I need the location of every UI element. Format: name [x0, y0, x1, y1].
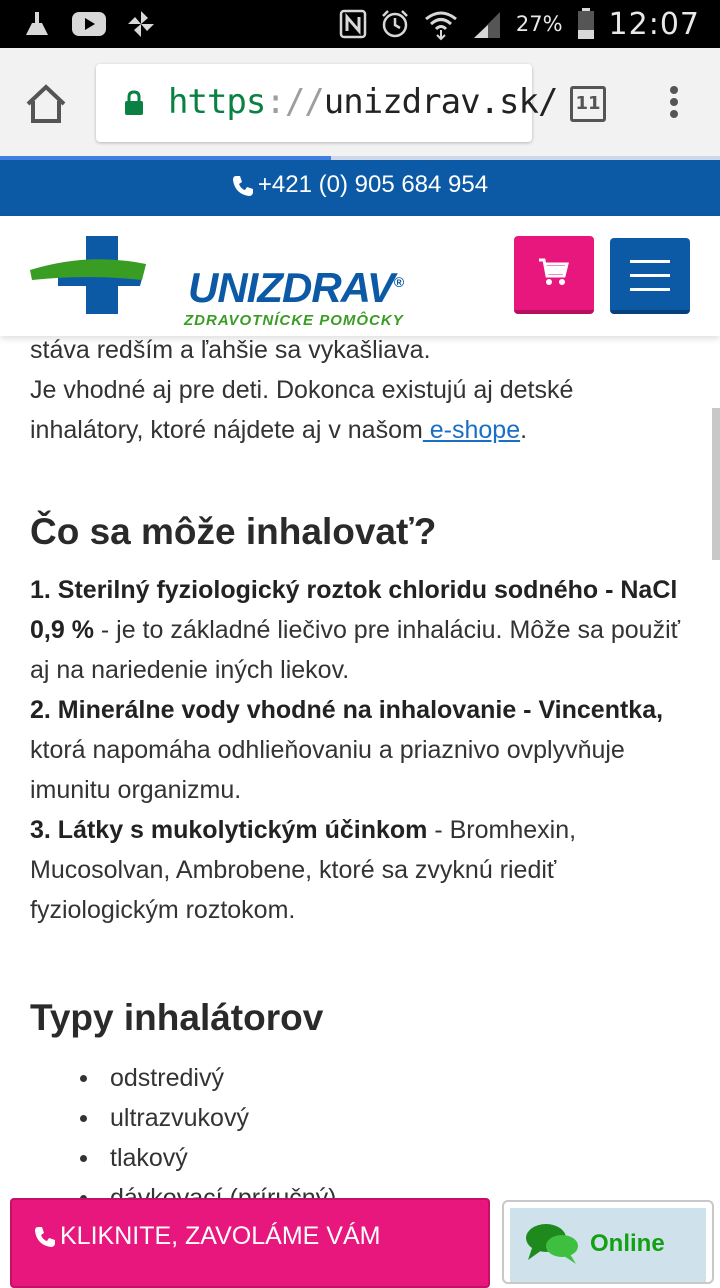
heading-what-to-inhale: Čo sa môže inhalovať? — [30, 511, 437, 552]
site-header — [0, 216, 720, 336]
cart-icon — [538, 258, 570, 286]
online-label: Online — [590, 1230, 665, 1257]
list-item: odstredivý — [80, 1058, 680, 1098]
url-scheme: https — [168, 82, 266, 122]
browser-toolbar — [0, 48, 720, 156]
phone-icon — [34, 1226, 56, 1248]
inhaler-types-list — [80, 1058, 680, 1218]
url-bar[interactable] — [96, 64, 558, 142]
scrollbar[interactable] — [712, 408, 720, 560]
home-icon[interactable] — [24, 82, 68, 126]
youtube-icon — [72, 11, 106, 37]
signal-icon — [472, 10, 502, 38]
list-item: ultrazvukový — [80, 1098, 680, 1138]
lock-icon — [124, 90, 144, 116]
url-separator: :// — [265, 82, 324, 122]
tab-switcher-button[interactable]: 11 — [570, 86, 606, 122]
list-item: 1. Sterilný fyziologický roztok chloridu sodného - NaCl 0,9 % - je to základné liečivo pre inhaláciu. Môže sa použiť aj na nariedenie iných liekov. — [30, 576, 681, 684]
eshop-link[interactable]: e-shope — [422, 416, 521, 444]
battery-percent: 27% — [515, 12, 563, 36]
brand-name: UNIZDRAV® — [188, 264, 404, 311]
status-bar — [0, 0, 720, 48]
phone-bar[interactable] — [0, 160, 720, 216]
alarm-icon — [380, 9, 410, 39]
heading-inhaler-types: Typy inhalátorov — [30, 997, 324, 1038]
list-item: 2. Minerálne vody vhodné na inhalovanie - Vincentka, ktorá napomáha odhlieňovaniu a priaznivo ovplyvňuje imunitu organizmu. — [30, 696, 664, 804]
hamburger-icon[interactable] — [610, 238, 690, 314]
url-text — [168, 82, 557, 122]
cart-button[interactable] — [514, 236, 594, 314]
url-host: unizdrav.sk/ — [323, 82, 558, 122]
article-content — [30, 330, 680, 1218]
call-me-label: KLIKNITE, ZAVOLÁME VÁM — [60, 1222, 381, 1250]
call-me-button[interactable] — [10, 1198, 490, 1288]
paragraph: stáva redším a ľahšie sa vykašliava. Je vhodné aj pre deti. Dokonca existujú aj detské inhalátory, ktoré nájdete aj v našom e-shope. — [30, 336, 574, 444]
online-chat-button[interactable] — [502, 1200, 714, 1284]
list-item: tlakový — [80, 1138, 680, 1178]
clock: 12:07 — [608, 6, 700, 42]
battery-icon — [577, 8, 595, 40]
phone-number: +421 (0) 905 684 954 — [257, 171, 489, 198]
brand-tagline: ZDRAVOTNÍCKE POMÔCKY — [184, 312, 404, 329]
phone-icon — [232, 175, 254, 197]
nfc-icon — [340, 10, 366, 38]
overflow-menu-icon[interactable] — [662, 86, 686, 126]
chat-bubbles-icon — [524, 1220, 580, 1266]
logo-cross-icon — [28, 234, 178, 318]
pinwheel-icon — [126, 9, 156, 39]
site-logo[interactable] — [28, 234, 404, 329]
wifi-icon — [424, 9, 458, 39]
broom-icon — [22, 9, 52, 39]
list-item: 3. Látky s mukolytickým účinkom - Bromhexin, Mucosolvan, Ambrobene, ktoré sa zvyknú riediť fyziologickým roztokom. — [30, 816, 577, 924]
